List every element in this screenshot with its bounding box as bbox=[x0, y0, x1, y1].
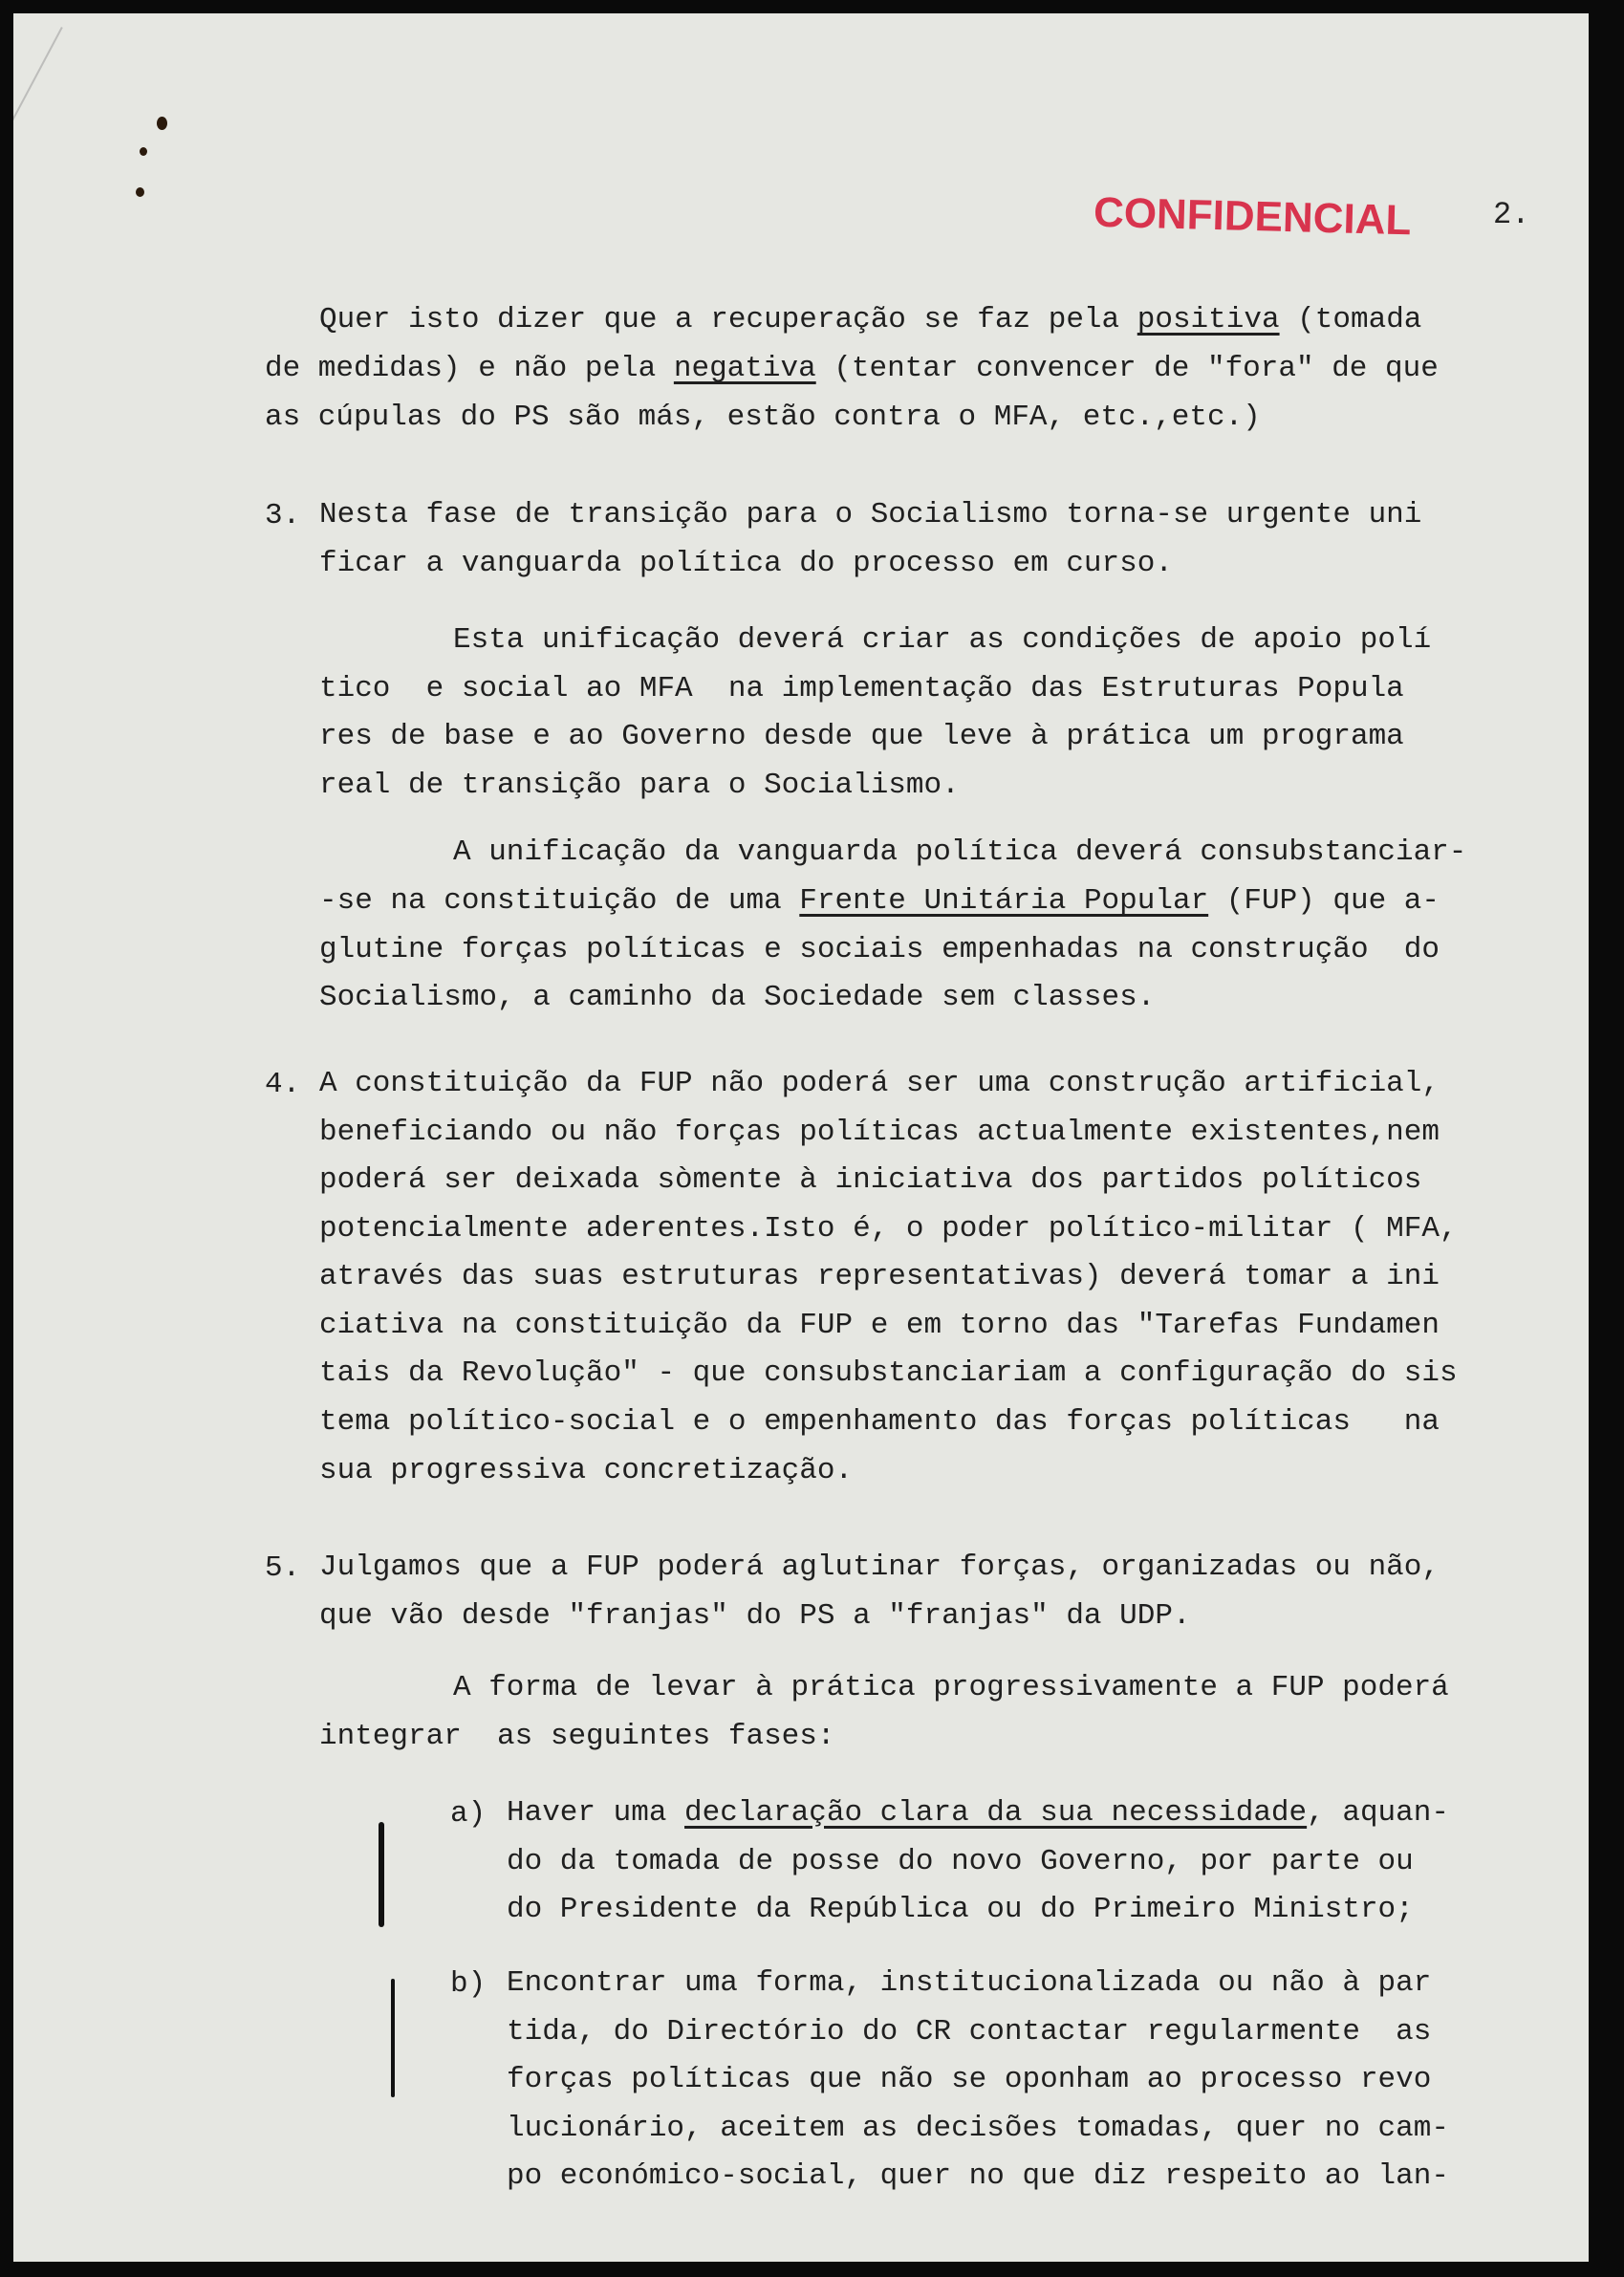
paragraph-line: que vão desde "franjas" do PS a "franjas" da UDP. bbox=[319, 1599, 1191, 1633]
paragraph-line: sua progressiva concretização. bbox=[319, 1454, 854, 1487]
page-number: 2. bbox=[1493, 197, 1530, 232]
paragraph-line: poderá ser deixada sòmente à iniciativa dos partidos políticos bbox=[319, 1163, 1422, 1197]
ink-speck bbox=[136, 187, 144, 197]
paragraph-line: tais da Revolução" - que consubstanciariam a configuração do sis bbox=[319, 1356, 1458, 1390]
paragraph-line: Julgamos que a FUP poderá aglutinar forças, organizadas ou não, bbox=[319, 1551, 1440, 1584]
paragraph-line: do Presidente da República ou do Primeiro Ministro; bbox=[507, 1893, 1414, 1926]
paragraph-line: Socialismo, a caminho da Sociedade sem classes. bbox=[319, 981, 1156, 1014]
paragraph-line: tema político-social e o empenhamento das forças políticas na bbox=[319, 1405, 1440, 1439]
margin-mark bbox=[391, 1979, 395, 2097]
section-number-3: 3. bbox=[265, 499, 301, 532]
paragraph-line: A constituição da FUP não poderá ser uma construção artificial, bbox=[319, 1067, 1440, 1100]
paragraph-line: de medidas) e não pela negativa (tentar convencer de "fora" de que bbox=[265, 352, 1439, 385]
paragraph-line: as cúpulas do PS são más, estão contra o MFA, etc.,etc.) bbox=[265, 401, 1261, 434]
ink-speck bbox=[140, 147, 147, 156]
paragraph-line: ficar a vanguarda política do processo em curso. bbox=[319, 547, 1173, 580]
paragraph-line: tico e social ao MFA na implementação das Estruturas Popula bbox=[319, 672, 1404, 705]
paragraph-line: Nesta fase de transição para o Socialismo torna-se urgente uni bbox=[319, 498, 1422, 531]
paragraph-line: do da tomada de posse do novo Governo, por parte ou bbox=[507, 1845, 1414, 1878]
paragraph-line: res de base e ao Governo desde que leve à prática um programa bbox=[319, 720, 1404, 753]
item-label-b: b) bbox=[450, 1967, 487, 2001]
paragraph-line: glutine forças políticas e sociais empenhadas na construção do bbox=[319, 933, 1440, 966]
ink-speck bbox=[157, 117, 167, 130]
paragraph-line: Haver uma declaração clara da sua necessidade, aquan- bbox=[507, 1796, 1449, 1830]
paper-fold-mark bbox=[13, 27, 63, 314]
paragraph-line: através das suas estruturas representativas) deverá tomar a ini bbox=[319, 1260, 1440, 1293]
paragraph-line: po económico-social, quer no que diz respeito ao lan- bbox=[507, 2159, 1449, 2193]
paragraph-line: -se na constituição de uma Frente Unitária Popular (FUP) que a- bbox=[319, 884, 1440, 918]
margin-mark bbox=[379, 1822, 384, 1927]
paragraph-line: beneficiando ou não forças políticas actualmente existentes,nem bbox=[319, 1116, 1440, 1149]
confidential-stamp: CONFIDENCIAL bbox=[1093, 188, 1413, 245]
item-label-a: a) bbox=[450, 1797, 487, 1831]
paragraph-line: Esta unificação deverá criar as condições de apoio polí bbox=[453, 623, 1432, 657]
paragraph-line: integrar as seguintes fases: bbox=[319, 1720, 835, 1753]
paragraph-line: Encontrar uma forma, institucionalizada ou não à par bbox=[507, 1966, 1432, 2000]
document-page bbox=[13, 13, 1589, 2262]
paragraph-line: forças políticas que não se oponham ao processo revo bbox=[507, 2063, 1432, 2096]
paragraph-line: tida, do Directório do CR contactar regularmente as bbox=[507, 2015, 1432, 2049]
paragraph-line: potencialmente aderentes.Isto é, o poder político-militar ( MFA, bbox=[319, 1212, 1458, 1246]
paragraph-line: Quer isto dizer que a recuperação se faz pela positiva (tomada bbox=[319, 303, 1422, 336]
section-number-5: 5. bbox=[265, 1551, 301, 1585]
paragraph-line: lucionário, aceitem as decisões tomadas, quer no cam- bbox=[507, 2112, 1449, 2145]
paragraph-line: real de transição para o Socialismo. bbox=[319, 769, 960, 802]
paragraph-line: A forma de levar à prática progressivamente a FUP poderá bbox=[453, 1671, 1449, 1704]
paragraph-line: ciativa na constituição da FUP e em torno das "Tarefas Fundamen bbox=[319, 1309, 1440, 1342]
section-number-4: 4. bbox=[265, 1068, 301, 1101]
paragraph-line: A unificação da vanguarda política deverá consubstanciar- bbox=[453, 835, 1467, 869]
